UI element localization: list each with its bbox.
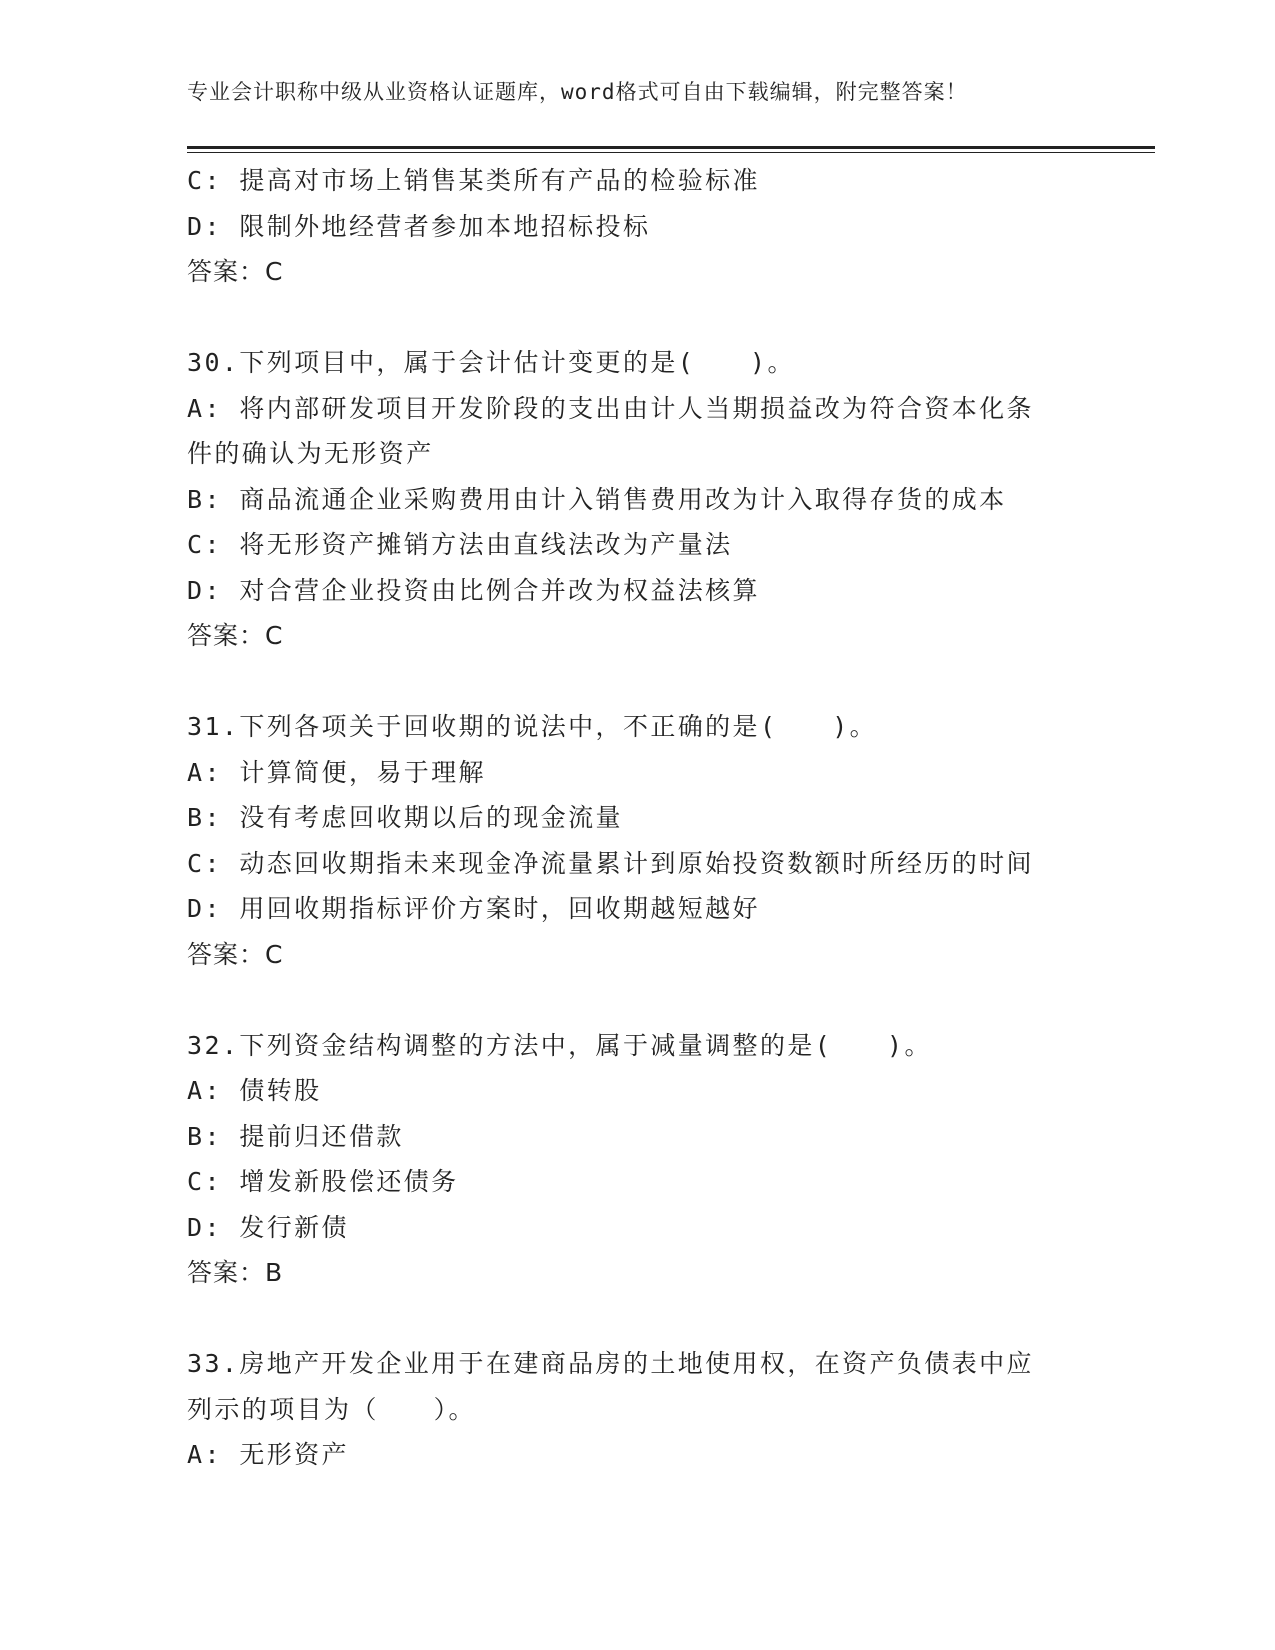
option-a-continued: 件的确认为无形资产	[187, 439, 434, 468]
option-a: A: 无形资产	[187, 1440, 349, 1469]
question-32	[187, 1023, 1087, 1296]
option-d: D: 对合营企业投资由比例合并改为权益法核算	[187, 575, 760, 605]
question-stem: 33.房地产开发企业用于在建商品房的土地使用权，在资产负债表中应	[187, 1349, 1034, 1378]
option-c: C: 将无形资产摊销方法由直线法改为产量法	[187, 530, 733, 559]
option-b: B: 没有考虑回收期以后的现金流量	[187, 803, 623, 832]
spacer	[187, 1296, 1087, 1342]
answer: 答案：C	[187, 621, 284, 650]
option-d: D: 限制外地经营者参加本地招标投标	[187, 211, 651, 241]
answer: 答案：B	[187, 1258, 284, 1287]
answer: 答案：C	[187, 257, 284, 286]
question-stem-continued: 列示的项目为（ ）。	[187, 1394, 476, 1424]
question-stem: 30.下列项目中，属于会计估计变更的是( )。	[187, 348, 795, 377]
spacer	[187, 295, 1087, 341]
option-a: A: 债转股	[187, 1076, 322, 1105]
option-a: A: 计算简便，易于理解	[187, 757, 486, 787]
question-stem: 32.下列资金结构调整的方法中，属于减量调整的是( )。	[187, 1030, 932, 1060]
question-31	[187, 704, 1087, 977]
question-stem: 31.下列各项关于回收期的说法中，不正确的是( )。	[187, 712, 878, 741]
header-rule-thick	[187, 146, 1155, 149]
page-header: 专业会计职称中级从业资格认证题库，word格式可自由下载编辑，附完整答案！	[187, 80, 968, 104]
question-29	[187, 158, 1087, 295]
option-c: C: 动态回收期指未来现金净流量累计到原始投资数额时所经历的时间	[187, 848, 1034, 878]
option-b: B: 提前归还借款	[187, 1121, 404, 1151]
spacer	[187, 659, 1087, 705]
header-rule-thin	[187, 152, 1155, 153]
option-d: D: 发行新债	[187, 1212, 349, 1242]
option-c: C: 增发新股偿还债务	[187, 1167, 459, 1196]
option-d: D: 用回收期指标评价方案时，回收期越短越好	[187, 894, 760, 923]
option-b: B: 商品流通企业采购费用由计入销售费用改为计入取得存货的成本	[187, 484, 1007, 514]
question-33	[187, 1341, 1087, 1478]
option-c: C: 提高对市场上销售某类所有产品的检验标准	[187, 166, 760, 195]
option-a: A: 将内部研发项目开发阶段的支出由计人当期损益改为符合资本化条	[187, 393, 1034, 423]
question-30	[187, 340, 1087, 659]
answer: 答案：C	[187, 939, 284, 969]
question-list	[187, 158, 1087, 1478]
spacer	[187, 977, 1087, 1023]
